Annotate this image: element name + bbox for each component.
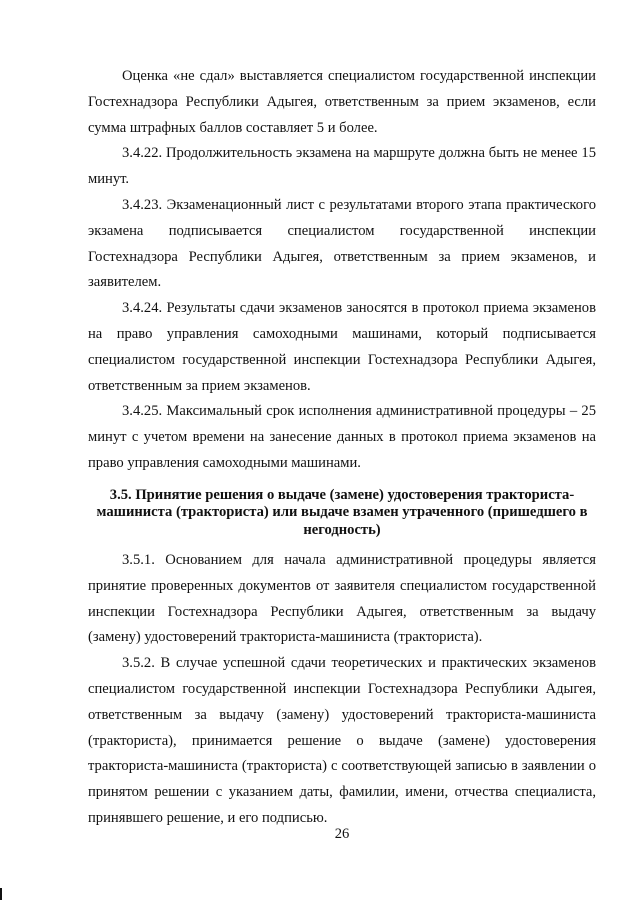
section-heading: 3.5. Принятие решения о выдаче (замене) удостоверения тракториста-машиниста (тракториста) или выдаче взамен утраченного (пришедшего в негодность) bbox=[96, 486, 588, 538]
paragraph-p3: 3.4.23. Экзаменационный лист с результатами второго этапа практического экзамена подписывается специалистом государственной инспекции Гостехнадзора Республики Адыгея, ответственным за прием экзаменов, и заявителем. bbox=[88, 196, 596, 291]
paragraph-p7: 3.5.2. В случае успешной сдачи теоретических и практических экзаменов специалистом государственной инспекции Гостехнадзора Республики Адыгея, ответственным за выдачу (замену) удостоверений тракториста-машиниста (тракториста), принимается решение о выдаче (замене) удостоверения тракториста-машиниста (тракториста) с соответствующей записью в заявлении о принятом решении с указанием даты, фамилии, имени, отчества специалиста, принявшего решение, и его подписью. bbox=[88, 655, 596, 826]
paragraph-p2: 3.4.22. Продолжительность экзамена на маршруте должна быть не менее 15 минут. bbox=[88, 145, 596, 188]
scan-edge-mark bbox=[0, 888, 2, 900]
page-number: 26 bbox=[334, 826, 350, 842]
paragraph-p6: 3.5.1. Основанием для начала административной процедуры является принятие проверенных документов от заявителя специалистом государственной инспекции Гостехнадзора Республики Адыгея, ответственным за выдачу (замену) удостоверений тракториста-машиниста (тракториста). bbox=[88, 551, 596, 646]
paragraphs-after-heading bbox=[88, 548, 596, 832]
paragraph-p1: Оценка «не сдал» выставляется специалистом государственной инспекции Гостехнадзора Республики Адыгея, ответственным за прием экзаменов, если сумма штрафных баллов составляет 5 и более. bbox=[88, 68, 596, 136]
paragraphs-before-heading bbox=[88, 64, 596, 477]
paragraph-p4: 3.4.24. Результаты сдачи экзаменов заносятся в протокол приема экзаменов на право управления самоходными машинами, который подписывается специалистом государственной инспекции Гостехнадзора Республики Адыгея, ответственным за прием экзаменов. bbox=[88, 300, 596, 394]
paragraph-p5: 3.4.25. Максимальный срок исполнения административной процедуры – 25 минут с учетом времени на занесение данных в протокол приема экзаменов на право управления самоходными машинами. bbox=[88, 403, 596, 471]
